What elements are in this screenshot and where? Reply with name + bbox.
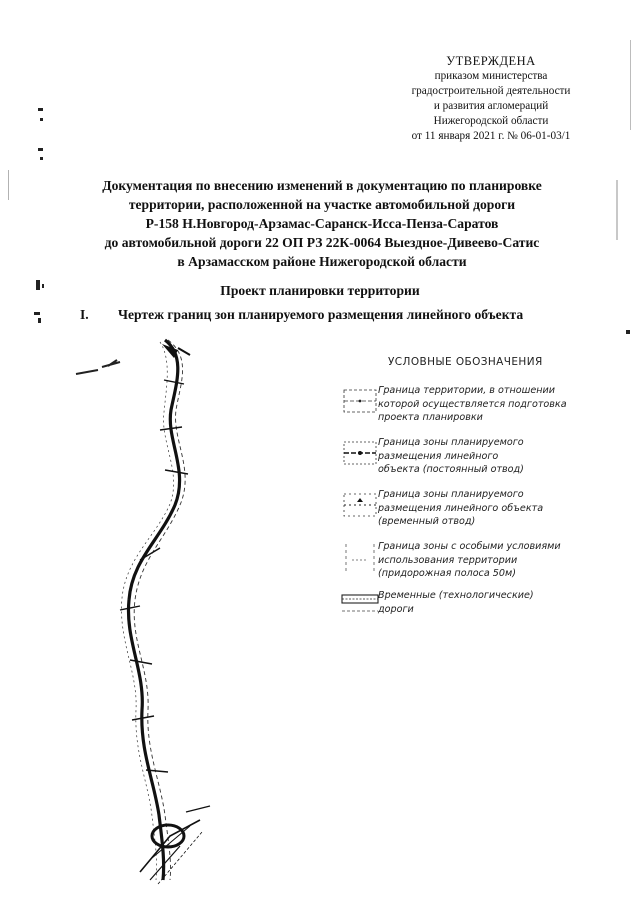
- legend-text-line: Граница территории, в отношении: [378, 385, 556, 396]
- item-number: I.: [80, 307, 89, 322]
- legend-text-line: Граница зоны с особыми условиями: [378, 541, 561, 552]
- territory-boundary-symbol: [340, 384, 380, 424]
- legend-text-line: (временный отвод): [378, 516, 476, 527]
- roadside-strip-symbol: [340, 540, 380, 580]
- legend-text-line: Граница зоны планируемого: [378, 437, 524, 448]
- approval-block: [380, 54, 602, 144]
- junction: [140, 806, 210, 884]
- stray-mark: [76, 360, 120, 374]
- approval-line: и развития агломераций: [433, 100, 549, 112]
- legend-text-line: размещения линейного объекта: [378, 502, 544, 514]
- item-heading: [80, 307, 600, 323]
- legend-item-temporary-allotment: [340, 488, 600, 533]
- legend-text-line: проекта планировки: [378, 412, 483, 423]
- legend-item-permanent-allotment: [340, 436, 600, 481]
- approval-line: от 11 января 2021 г. № 06-01-03/1: [411, 130, 571, 142]
- section-title: Проект планировки территории: [220, 283, 420, 298]
- title-line: Р-158 Н.Новгород-Арзамас-Саранск-Исса-Пенза-Саратов: [145, 216, 499, 231]
- legend-item-roadside-strip: [340, 540, 600, 585]
- title-line: до автомобильной дороги 22 ОП РЗ 22К-0064 Выездное-Дивеево-Сатис: [104, 235, 540, 250]
- legend-text-line: которой осуществляется подготовка: [378, 398, 567, 410]
- road-line: [128, 340, 179, 880]
- approval-title: УТВЕРЖДЕНА: [446, 54, 536, 68]
- temporary-allotment-symbol: [340, 488, 380, 528]
- temporary-roads-symbol: [340, 589, 380, 629]
- title-line: территории, расположенной на участке автомобильной дороги: [128, 197, 516, 212]
- legend-text-line: использования территории: [378, 554, 518, 566]
- legend-text-line: дороги: [378, 603, 414, 615]
- legend-item-territory-boundary: [340, 384, 600, 429]
- permanent-allotment-symbol: [340, 436, 380, 476]
- approval-line: градостроительной деятельности: [411, 85, 571, 97]
- approval-line: приказом министерства: [434, 70, 548, 82]
- legend-text-line: Граница зоны планируемого: [378, 489, 524, 500]
- territory-boundary: [134, 340, 185, 880]
- legend-item-temporary-roads: [340, 589, 600, 623]
- legend-text-line: размещения линейного: [378, 450, 499, 462]
- item-title: Чертеж границ зон планируемого размещения линейного объекта: [118, 307, 524, 322]
- legend-text-line: объекта (постоянный отвод): [378, 464, 524, 475]
- approval-line: Нижегородской области: [433, 115, 549, 127]
- legend-text-line: (придорожная полоса 50м): [378, 568, 516, 579]
- road-ticks: [120, 380, 188, 772]
- title-line: в Арзамасском районе Нижегородской области: [177, 254, 467, 269]
- title-line: Документация по внесению изменений в документацию по планировке: [102, 178, 542, 193]
- legend-text-line: Временные (технологические): [378, 590, 534, 601]
- document-title: [52, 176, 592, 271]
- legend-title: УСЛОВНЫЕ ОБОЗНАЧЕНИЯ: [388, 356, 543, 368]
